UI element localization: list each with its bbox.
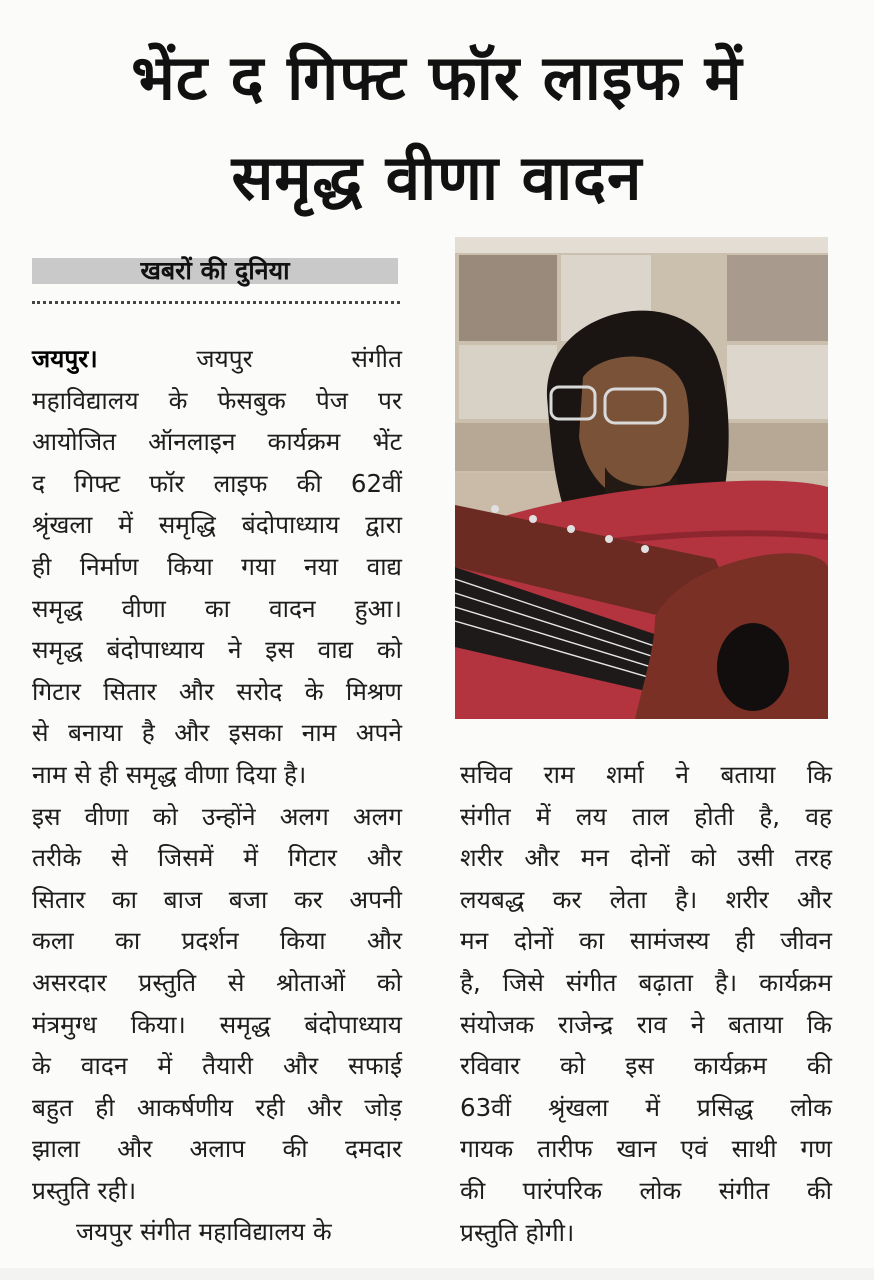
dateline: जयपुर।: [32, 344, 98, 373]
article-line: की पारंपरिक लोक संगीत की: [460, 1175, 832, 1205]
article-line: इस वीणा को उन्होंने अलग अलग: [32, 801, 402, 831]
article-line: सितार का बाज बजा कर अपनी: [32, 884, 402, 914]
article-line: कला का प्रदर्शन किया और: [32, 926, 402, 956]
article-line: नाम से ही समृद्ध वीणा दिया है।: [32, 759, 307, 789]
article-line: महाविद्यालय के फेसबुक पेज पर: [32, 385, 402, 415]
article-line: श्रृंखला में समृद्धि बंदोपाध्याय द्वारा: [32, 510, 402, 540]
article-line: संयोजक राजेन्द्र राव ने बताया कि: [460, 1009, 832, 1039]
article-line: असरदार प्रस्तुति से श्रोताओं को: [32, 967, 402, 997]
section-label: खबरों की दुनिया: [140, 256, 290, 285]
article-line: से बनाया है और इसका नाम अपने: [32, 718, 402, 748]
article-line: समृद्ध वीणा का वादन हुआ।: [32, 593, 402, 623]
article-line: के वादन में तैयारी और सफाई: [32, 1051, 402, 1081]
article-column-left: [32, 338, 402, 1253]
headline-line-2: समृद्ध वीणा वादन: [231, 141, 643, 214]
article-line: गायक तारीफ खान एवं साथी गण: [460, 1134, 832, 1164]
article-line: गिटार सितार और सरोद के मिश्रण: [32, 676, 402, 706]
article-column-right: [460, 754, 832, 1253]
article-line: शरीर और मन दोनों को उसी तरह: [460, 843, 832, 873]
article-line: मन दोनों का सामंजस्य ही जीवन: [460, 926, 832, 956]
article-line: जयपुर संगीत महाविद्यालय के: [76, 1217, 332, 1247]
article-line: प्रस्तुति रही।: [32, 1175, 137, 1205]
article-line: तरीके से जिसमें में गिटार और: [32, 843, 402, 873]
article-line: आयोजित ऑनलाइन कार्यक्रम भेंट: [32, 427, 402, 457]
headline-line-1: भेंट द गिफ्ट फॉर लाइफ में: [131, 41, 743, 114]
article-line: ही निर्माण किया गया नया वाद्य: [32, 551, 402, 581]
article-line: लयबद्ध कर लेता है। शरीर और: [460, 884, 832, 914]
article-line: प्रस्तुति होगी।: [460, 1217, 575, 1247]
next-article-edge: [0, 1268, 874, 1280]
article-line: द गिफ्ट फॉर लाइफ की 62वीं: [32, 468, 402, 498]
article-line: संगीत में लय ताल होती है, वह: [460, 801, 832, 831]
article-line: सचिव राम शर्मा ने बताया कि: [460, 760, 832, 789]
article-photo: [455, 237, 828, 719]
article-line: समृद्ध बंदोपाध्याय ने इस वाद्य को: [32, 635, 402, 665]
headline: [0, 28, 874, 228]
article-line: रविवार को इस कार्यक्रम की: [460, 1051, 832, 1081]
article-line: जयपुर। जयपुर संगीत: [32, 344, 402, 373]
article-line: मंत्रमुग्ध किया। समृद्ध बंदोपाध्याय: [32, 1009, 402, 1039]
musician-photo-illustration: [455, 237, 828, 719]
article-line: 63वीं श्रृंखला में प्रसिद्ध लोक: [460, 1092, 832, 1122]
article-line: बहुत ही आकर्षणीय रही और जोड़: [32, 1092, 402, 1122]
article-line: है, जिसे संगीत बढ़ाता है। कार्यक्रम: [460, 967, 832, 997]
article-line: झाला और अलाप की दमदार: [32, 1134, 402, 1164]
dotted-divider: [32, 301, 400, 304]
